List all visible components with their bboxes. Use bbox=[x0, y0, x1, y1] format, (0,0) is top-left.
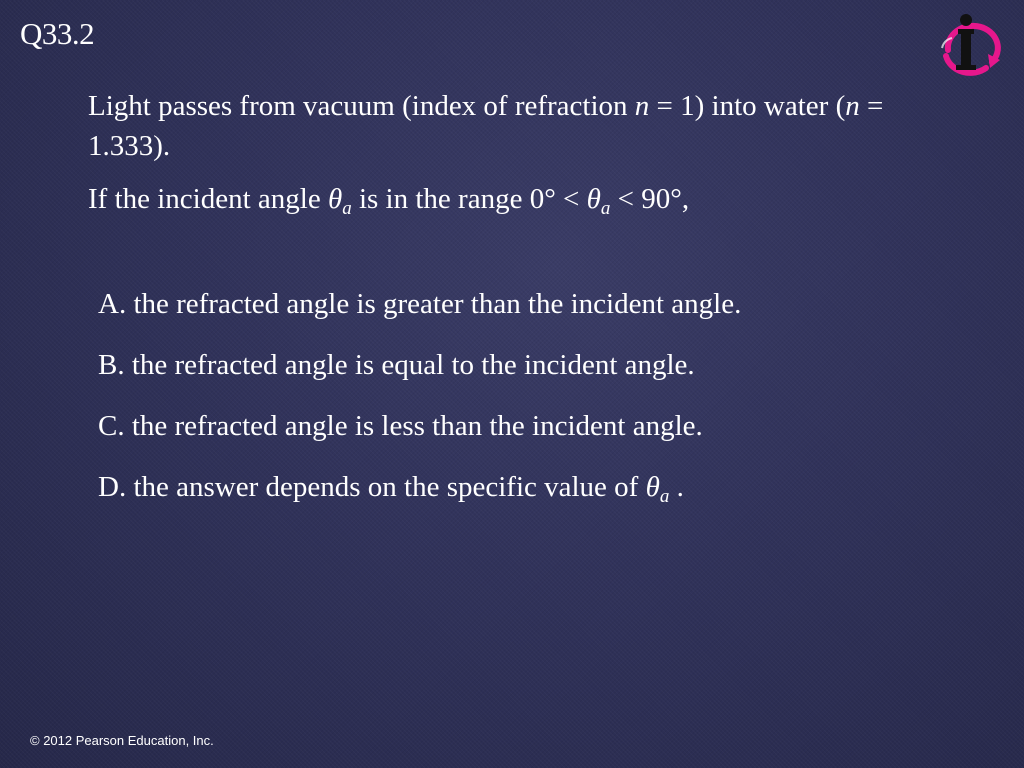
question-text-segment: = 1) into water ( bbox=[649, 90, 846, 122]
theta-symbol: θ bbox=[586, 183, 601, 215]
question-text-segment: If the incident angle bbox=[88, 183, 328, 215]
slide-id: Q33.2 bbox=[20, 16, 95, 51]
theta-subscript: a bbox=[600, 198, 611, 219]
info-person-icon bbox=[934, 10, 1010, 76]
question-text-segment: < 90°, bbox=[610, 183, 690, 215]
refractive-index-symbol: n bbox=[845, 90, 860, 122]
question-text bbox=[88, 86, 968, 223]
theta-symbol: θ bbox=[327, 183, 343, 215]
option-d-text: D. the answer depends on the specific value of bbox=[98, 471, 646, 503]
question-text-segment: = 1.333). bbox=[88, 90, 884, 162]
answer-options bbox=[98, 284, 978, 532]
theta-subscript: a bbox=[342, 198, 352, 219]
question-line-2 bbox=[88, 179, 968, 223]
option-d bbox=[98, 467, 978, 511]
theta-subscript: a bbox=[659, 486, 670, 507]
option-b: B. the refracted angle is equal to the incident angle. bbox=[98, 349, 695, 381]
question-text-segment: Light passes from vacuum (index of refraction bbox=[88, 90, 635, 122]
refractive-index-symbol: n bbox=[634, 90, 650, 122]
question-line-1 bbox=[88, 86, 968, 166]
theta-symbol: θ bbox=[645, 471, 660, 503]
option-d-suffix: . bbox=[669, 471, 684, 503]
question-text-segment: is in the range 0° < bbox=[351, 183, 587, 215]
option-c: C. the refracted angle is less than the incident angle. bbox=[98, 410, 703, 442]
copyright-notice: © 2012 Pearson Education, Inc. bbox=[30, 733, 214, 748]
option-a: A. the refracted angle is greater than the incident angle. bbox=[98, 288, 742, 320]
